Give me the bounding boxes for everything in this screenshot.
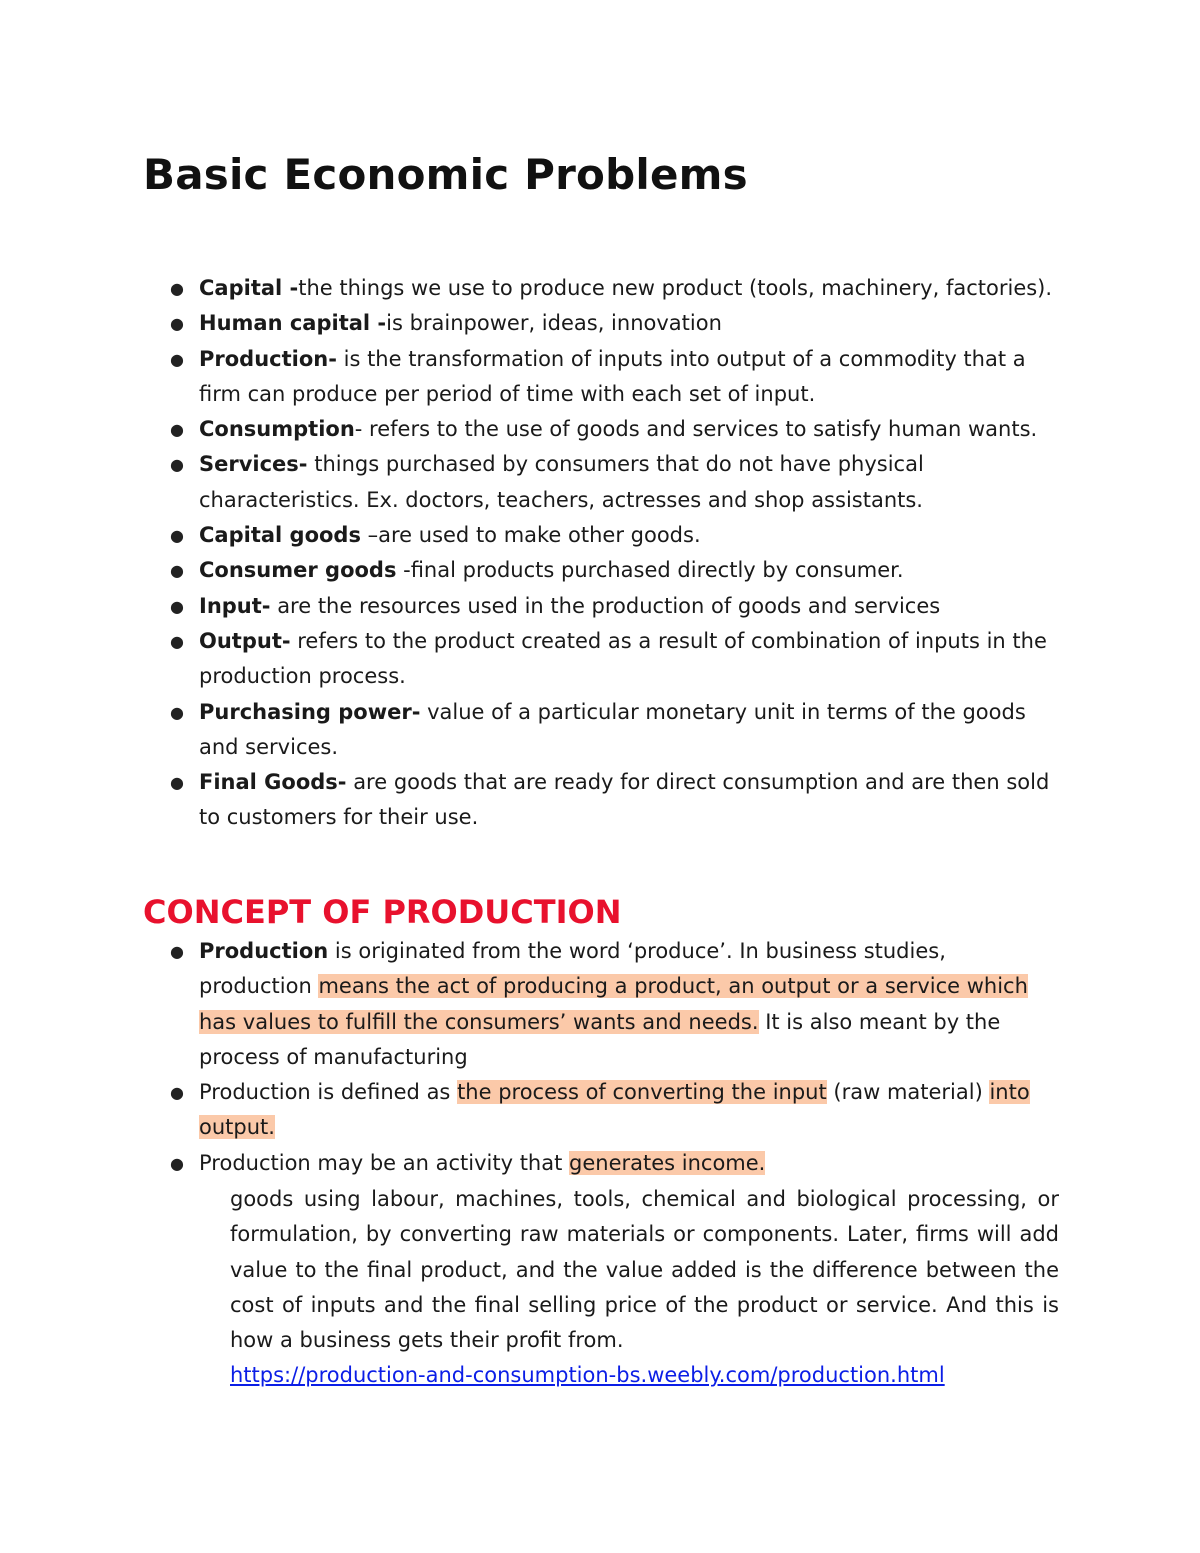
- bullet-icon: ●: [170, 420, 184, 440]
- bullet-icon: ●: [170, 1153, 184, 1173]
- list-item: [0, 342, 1060, 413]
- bullet-icon: ●: [170, 631, 184, 651]
- term: Final Goods-: [199, 770, 347, 795]
- term: Consumption: [199, 417, 355, 442]
- list-item: [0, 518, 1060, 553]
- term: Services-: [199, 452, 308, 477]
- list-item: [0, 1075, 1060, 1146]
- concept-text: It is also meant by the process of manufacturing: [199, 1009, 1001, 1069]
- term: Production-: [199, 346, 337, 371]
- concept-text: Production may be an activity that: [199, 1150, 570, 1175]
- term: Output-: [199, 628, 291, 653]
- list-item: [0, 765, 1060, 836]
- bullet-icon: ●: [170, 349, 184, 369]
- list-item: [0, 695, 1060, 766]
- list-item: [0, 934, 1060, 1075]
- bullet-icon: ●: [170, 942, 184, 961]
- definition-text: is brainpower, ideas, innovation: [386, 311, 722, 336]
- bullet-icon: ●: [170, 1083, 184, 1103]
- list-item: [0, 624, 1060, 695]
- concept-text: Production is defined as: [199, 1080, 458, 1105]
- page-title: Basic Economic Problems: [143, 150, 748, 199]
- definition-text: is the transformation of inputs into output of a commodity that a firm can produce per period of time with each set of input.: [199, 346, 1026, 406]
- list-item: [0, 553, 1060, 588]
- definition-text: –are used to make other goods.: [360, 523, 701, 548]
- bullet-icon: ●: [170, 279, 184, 298]
- definition-text: things purchased by consumers that do not have physical characteristics. Ex. doctors, teachers, actresses and shop assistants.: [199, 452, 924, 512]
- list-item: [0, 1146, 1060, 1181]
- list-item: [0, 306, 1060, 341]
- list-item: [0, 271, 1060, 306]
- concept-text: is originated from the word ‘produce’. In business studies, production: [199, 939, 946, 999]
- body-paragraph: goods using labour, machines, tools, chemical and biological processing, or formulation, by converting raw materials or components. Later, firms will add value to the final product, and the value added is the difference between the cost of inputs and the final selling price of the product or service. And this is how a business gets their profit from.: [230, 1187, 1059, 1353]
- bullet-icon: ●: [170, 455, 184, 475]
- highlighted-text: into output.: [199, 1080, 1030, 1140]
- term: Input-: [199, 593, 271, 618]
- definition-text: are goods that are ready for direct consumption and are then sold to customers for their use.: [199, 770, 1050, 830]
- term: Consumer goods: [199, 558, 397, 583]
- concept-list: [0, 934, 1060, 1181]
- bullet-icon: ●: [170, 596, 184, 616]
- highlighted-text: the process of converting the input: [457, 1080, 827, 1105]
- bullet-icon: ●: [170, 773, 184, 793]
- definition-text: refers to the product created as a result of combination of inputs in the production process.: [199, 628, 1047, 689]
- bullet-icon: ●: [170, 526, 184, 546]
- section-title: CONCEPT OF PRODUCTION: [143, 893, 622, 931]
- bullet-icon: ●: [170, 314, 184, 334]
- definitions-list: [0, 271, 1060, 836]
- definition-text: - refers to the use of goods and services to satisfy human wants.: [354, 417, 1038, 442]
- definition-text: -final products purchased directly by consumer.: [396, 558, 904, 583]
- source-link[interactable]: https://production-and-consumption-bs.weebly.com/production.html: [230, 1363, 945, 1387]
- term: Capital -: [199, 276, 299, 300]
- definition-text: the things we use to produce new product (tools, machinery, factories).: [298, 276, 1053, 300]
- bullet-icon: ●: [170, 561, 184, 581]
- list-item: [0, 412, 1060, 447]
- definition-text: value of a particular monetary unit in terms of the goods and services.: [199, 699, 1026, 759]
- term: Capital goods: [199, 523, 361, 548]
- term: Production: [199, 939, 329, 963]
- list-item: [0, 589, 1060, 624]
- highlighted-text: means the act of producing a product, an output or a service which has values to fulfill the consumers’ wants and needs.: [199, 974, 1028, 1034]
- term: Human capital -: [199, 311, 387, 336]
- concept-text: (raw material): [826, 1080, 990, 1105]
- definition-text: are the resources used in the production of goods and services: [270, 593, 941, 618]
- bullet-icon: ●: [170, 702, 184, 722]
- list-item: [0, 447, 1060, 518]
- highlighted-text: generates income.: [569, 1150, 766, 1175]
- term: Purchasing power-: [199, 699, 421, 724]
